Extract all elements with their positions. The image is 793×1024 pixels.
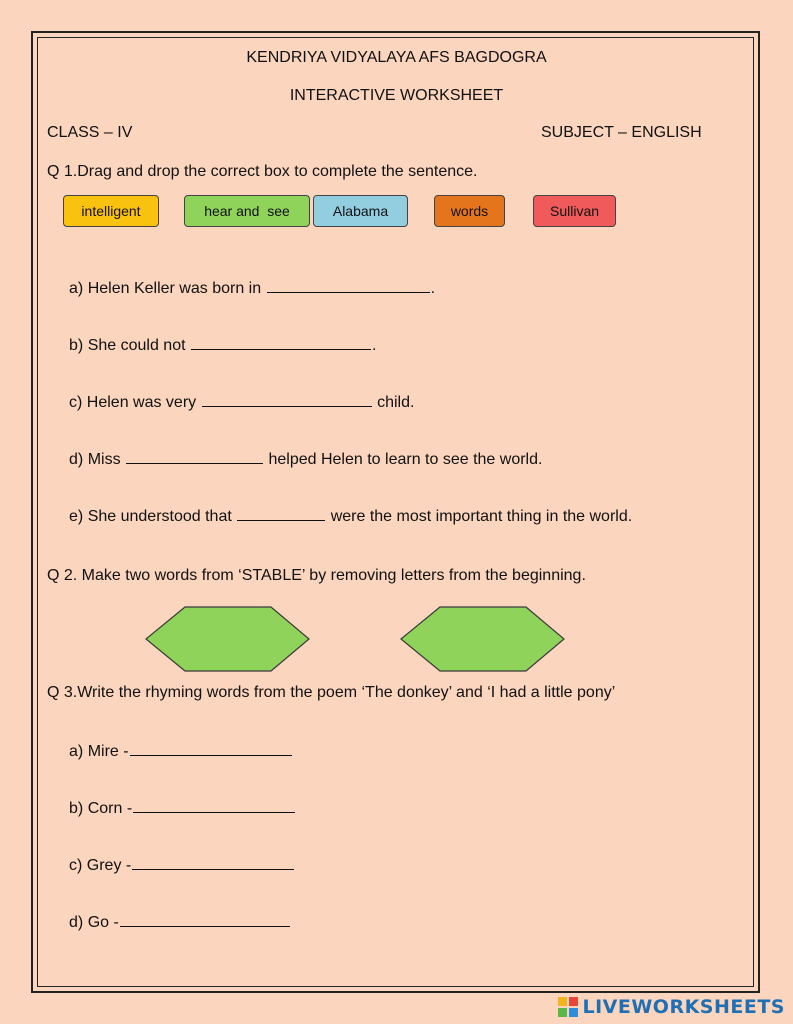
worksheet-title: INTERACTIVE WORKSHEET xyxy=(289,87,504,104)
drag-option-label: intelligent xyxy=(81,203,141,219)
drop-zone-d[interactable] xyxy=(126,450,263,464)
q3-prompt: Q 3.Write the rhyming words from the poem ‘The donkey’ and ‘I had a little pony’ xyxy=(47,684,616,701)
sentence-start: She could not xyxy=(87,337,186,354)
liveworksheets-watermark xyxy=(558,994,785,1020)
watermark-text: LIVEWORKSHEETS xyxy=(582,996,785,1018)
q1-item-e xyxy=(69,507,632,526)
q3-item-c xyxy=(69,856,295,875)
answer-hexagon-2[interactable] xyxy=(400,606,566,672)
q1-item-a xyxy=(69,279,435,298)
drag-option-label: hear and see xyxy=(204,203,290,219)
drag-option-sullivan[interactable] xyxy=(533,195,616,227)
item-marker: a) xyxy=(69,280,84,297)
answer-blank-grey[interactable] xyxy=(132,856,294,870)
drag-option-label: Alabama xyxy=(332,203,389,219)
drag-option-label: words xyxy=(450,203,489,219)
sentence-end: child. xyxy=(377,394,415,411)
drag-option-intelligent[interactable] xyxy=(63,195,159,227)
sentence-start: Helen Keller was born in xyxy=(87,280,262,297)
drag-option-words[interactable] xyxy=(434,195,505,227)
liveworksheets-logo-icon xyxy=(558,997,578,1017)
drop-zone-a[interactable] xyxy=(267,279,430,293)
q1-item-c xyxy=(69,393,414,412)
answer-hexagon-1[interactable] xyxy=(145,606,311,672)
item-marker: d) xyxy=(69,914,84,931)
drag-option-hear-and-see[interactable] xyxy=(184,195,310,227)
drop-zone-e[interactable] xyxy=(237,507,325,521)
item-marker: b) xyxy=(69,800,84,817)
q1-item-d xyxy=(69,450,542,469)
sentence-start: Helen was very xyxy=(86,394,197,411)
item-marker: a) xyxy=(69,743,84,760)
sentence-start: She understood that xyxy=(87,508,232,525)
answer-blank-mire[interactable] xyxy=(130,742,292,756)
q3-item-b xyxy=(69,799,296,818)
q1-prompt: Q 1.Drag and drop the correct box to complete the sentence. xyxy=(47,163,478,180)
sentence-start: Miss xyxy=(87,451,121,468)
class-label: CLASS – IV xyxy=(47,124,133,141)
sentence-end: helped Helen to learn to see the world. xyxy=(268,451,543,468)
rhyme-word: Grey - xyxy=(86,857,132,874)
q3-item-a xyxy=(69,742,293,761)
subject-label: SUBJECT – ENGLISH xyxy=(541,124,702,141)
item-marker: e) xyxy=(69,508,84,525)
rhyme-word: Go - xyxy=(87,914,119,931)
rhyme-word: Corn - xyxy=(87,800,133,817)
answer-blank-corn[interactable] xyxy=(133,799,295,813)
drop-zone-b[interactable] xyxy=(191,336,371,350)
item-marker: b) xyxy=(69,337,84,354)
q2-prompt: Q 2. Make two words from ‘STABLE’ by removing letters from the beginning. xyxy=(47,567,586,584)
sentence-end: . xyxy=(372,337,377,354)
rhyme-word: Mire - xyxy=(87,743,129,760)
sentence-end: were the most important thing in the world. xyxy=(330,508,633,525)
q1-item-b xyxy=(69,336,376,355)
item-marker: c) xyxy=(69,857,83,874)
q3-item-d xyxy=(69,913,291,932)
school-name: KENDRIYA VIDYALAYA AFS BAGDOGRA xyxy=(246,49,547,66)
sentence-end: . xyxy=(430,280,436,297)
drag-option-alabama[interactable] xyxy=(313,195,408,227)
item-marker: d) xyxy=(69,451,84,468)
drop-zone-c[interactable] xyxy=(202,393,372,407)
answer-blank-go[interactable] xyxy=(120,913,290,927)
drag-option-label: Sullivan xyxy=(549,203,600,219)
item-marker: c) xyxy=(69,394,83,411)
